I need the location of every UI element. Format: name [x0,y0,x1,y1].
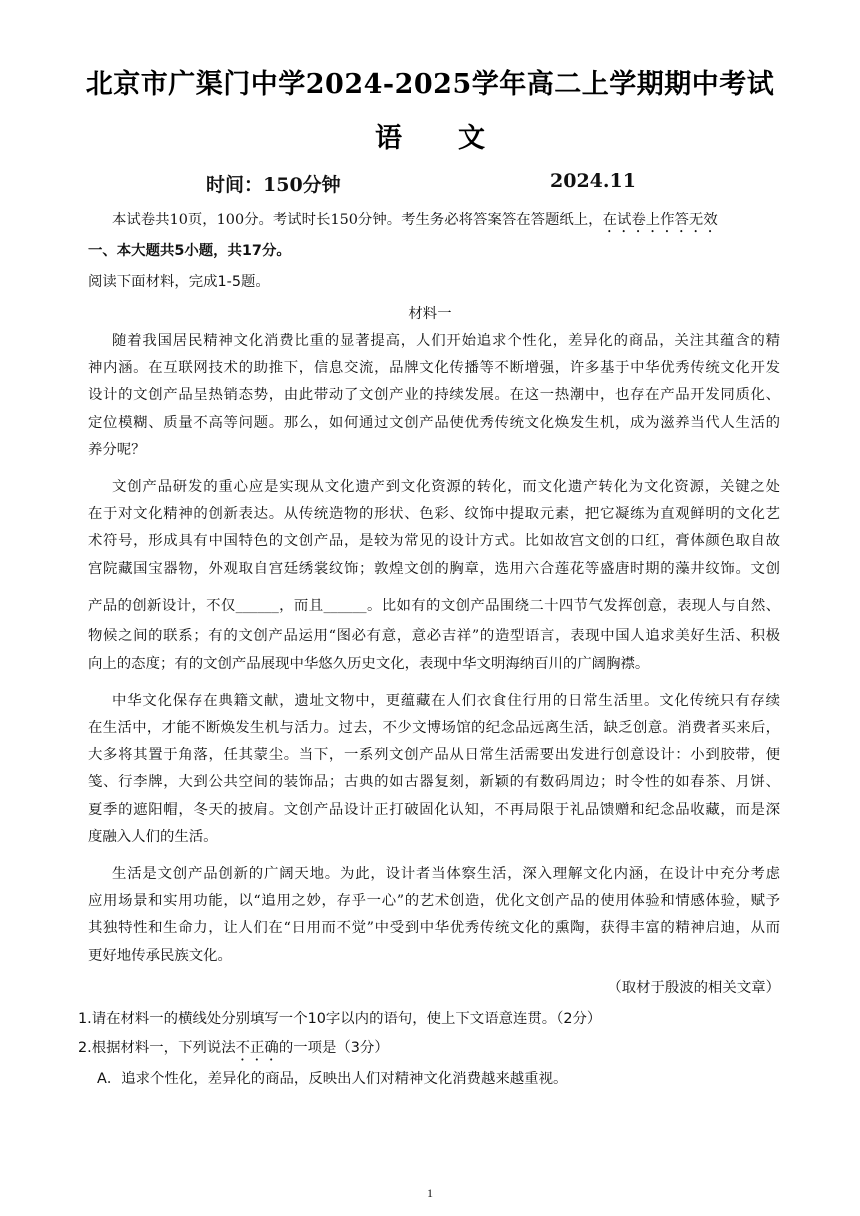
question-2 [78,1036,780,1064]
material-line: 中华文化保存在典籍文献，遗址文物中，更蕴藏在人们衣食住行用的日常生活里。文化传统只有存续 [112,693,780,709]
material-line: 笺、行李牌，大到公共空间的装饰品；古典的如古器复刻，新颖的有数码周边；时令性的如春茶、月饼、 [88,774,780,790]
question-2-option-a: A．追求个性化，差异化的商品，反映出人们对精神文化消费越来越重视。 [97,1071,568,1087]
material-line: 养分呢？ [88,442,146,458]
material-line: 大多将其置于角落，任其蒙尘。当下，一系列文创产品从日常生活需要出发进行创意设计：小到胶带，便 [88,747,780,763]
material-line: 物候之间的联系；有的文创产品运用“图必有意，意必吉祥”的造型语言，表现中国人追求美好生活、积极 [88,628,780,644]
exam-duration: 时间：150分钟 [206,174,341,196]
exam-title: 北京市广渠门中学2024-2025学年高二上学期期中考试 [85,69,775,100]
page-number: 1 [427,1186,433,1200]
material-line: 生活是文创产品创新的广阔天地。为此，设计者当体察生活，深入理解文化内涵，在设计中充分考虑 [112,866,780,882]
instructions-text: 本试卷共10页，100分。考试时长150分钟。考生务必将答案答在答题纸上， [112,212,603,228]
exam-date: 2024.11 [550,170,636,192]
material-line: 其独特性和生命力，让人们在“日用而不觉”中受到中华优秀传统文化的熏陶，获得丰富的精神启迪，从而 [88,920,780,936]
material-line: 定位模糊、质量不高等问题。那么，如何通过文创产品使优秀传统文化焕发生机，成为滋养当代人生活的 [88,415,780,431]
material-line: 在于对文化精神的创新表达。从传统造物的形状、色彩、纹饰中提取元素，把它凝练为直观鲜明的文化艺 [88,506,780,522]
question-2-prefix: 2.根据材料一，下列说法 [78,1040,236,1056]
material-line: 应用场景和实用功能，以“追用之妙，存乎一心”的艺术创造，优化文创产品的使用体验和情感体验，赋予 [88,893,780,909]
material-line: 度融入人们的生活。 [88,829,218,845]
instructions-emphasis: 在试卷上作答无效 [602,212,718,228]
instructions-line [112,208,780,236]
material-line: 宫院藏国宝器物，外观取自宫廷绣裳纹饰；敦煌文创的胸章，选用六合莲花等盛唐时期的藻井纹饰。文创 [88,561,780,577]
material-line: 产品的创新设计，不仅______，而且______。比如有的文创产品围绕二十四节气发挥创意，表现人与自然、 [88,598,780,614]
material-source: （取材于殷波的相关文章） [607,980,780,996]
material-line: 文创产品研发的重心应是实现从文化遗产到文化资源的转化，而文化遗产转化为文化资源，关键之处 [112,479,780,495]
material-line: 在生活中，才能不断焕发生机与活力。过去，不少文博场馆的纪念品远离生活，缺乏创意。消费者买来后， [88,720,780,736]
material-line: 设计的文创产品呈热销态势，由此带动了文创产业的持续发展。在这一热潮中，也存在产品开发同质化、 [88,387,780,403]
section-heading: 一、本大题共5小题，共17分。 [88,243,291,259]
material-line: 夏季的遮阳帽，冬天的披肩。文创产品设计正打破固化认知，不再局限于礼品馈赠和纪念品收藏，而是深 [88,802,780,818]
material-line: 随着我国居民精神文化消费比重的显著提高，人们开始追求个性化，差异化的商品，关注其蕴含的精 [112,333,780,349]
material-line: 神内涵。在互联网技术的助推下，信息交流，品牌文化传播等不断增强，许多基于中华优秀传统文化开发 [88,360,780,376]
material-line: 更好地传承民族文化。 [88,948,232,964]
reading-instruction: 阅读下面材料，完成1-5题。 [88,274,270,290]
question-2-emphasis: 不正确 [235,1040,279,1056]
subject-title: 语文 [375,123,541,154]
material-heading: 材料一 [408,306,452,322]
material-line: 术符号，形成具有中国特色的文创产品，是较为常见的设计方式。比如故宫文创的口红，膏体颜色取自故 [88,533,780,549]
material-line: 向上的态度；有的文创产品展现中华悠久历史文化，表现中华文明海纳百川的广阔胸襟。 [88,656,650,672]
question-1: 1.请在材料一的横线处分别填写一个10字以内的语句，使上下文语意连贯。（2分） [78,1011,602,1027]
question-2-suffix: 的一项是（3分） [278,1040,389,1056]
